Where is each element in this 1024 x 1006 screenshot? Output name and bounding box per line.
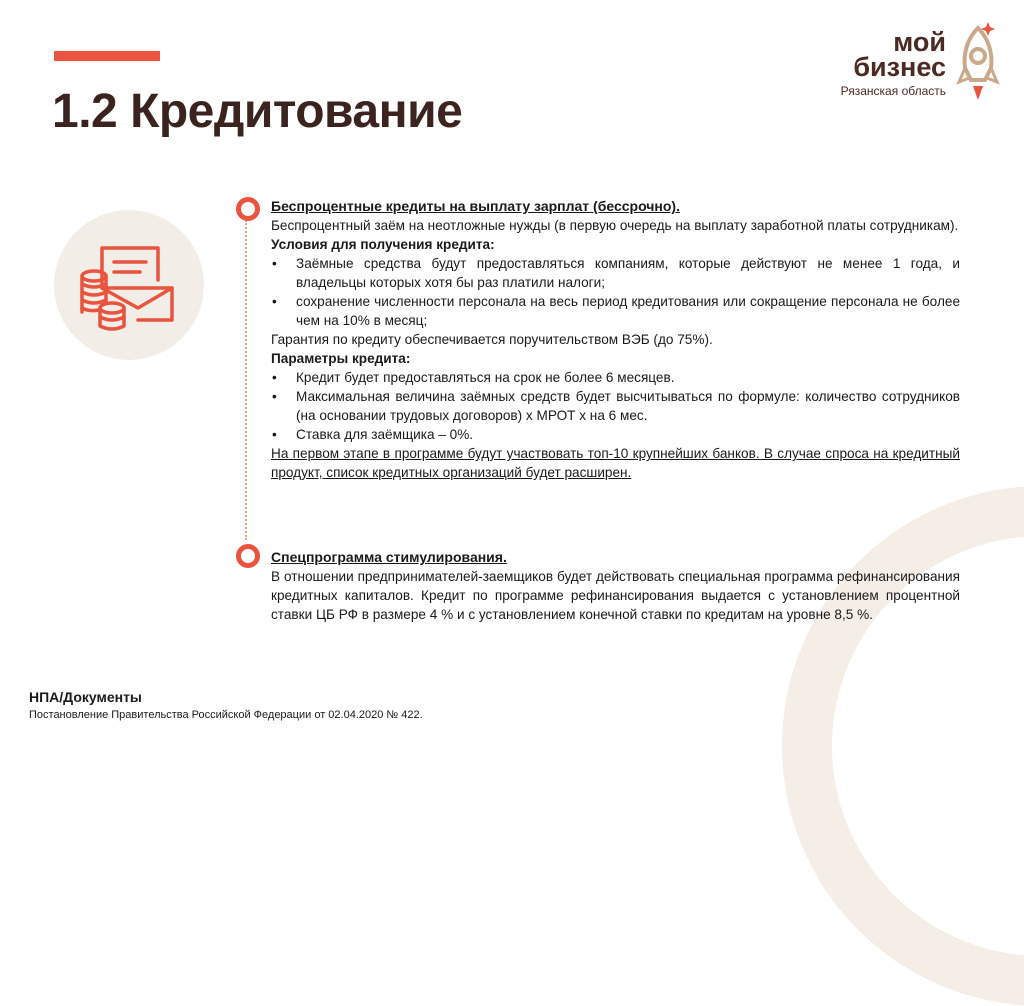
condition-item: • Заёмные средства будут предоставляться компаниям, которые действуют не менее 1 года, и владельцы которых хотя бы раз платили налоги; (271, 254, 960, 292)
condition-item: • сохранение численности персонала на весь период кредитования или сокращение персонала не более чем на 10% в месяц; (271, 292, 960, 330)
param-item: • Ставка для заёмщика – 0%. (271, 425, 960, 444)
section-credit (271, 197, 960, 482)
npa-document: Постановление Правительства Российской Федерации от 02.04.2020 № 422. (29, 709, 423, 721)
coins-envelope-icon-badge (54, 210, 204, 360)
accent-bar (54, 51, 160, 61)
section-marker-2 (236, 544, 260, 568)
npa-title: НПА/Документы (29, 689, 142, 705)
section1-intro: Беспроцентный заём на неотложные нужды (в первую очередь на выплату заработной платы сотрудникам). (271, 218, 959, 233)
conditions-title: Условия для получения кредита: (271, 237, 495, 252)
logo-region: Рязанская область (840, 84, 946, 98)
moy-biznes-logo (818, 20, 1018, 110)
param-item: • Кредит будет предоставляться на срок не более 6 месяцев. (271, 368, 960, 387)
logo-text (818, 27, 946, 100)
section-refinancing (271, 548, 960, 624)
params-title: Параметры кредита: (271, 351, 411, 366)
section-marker-1 (236, 197, 260, 221)
section1-title: Беспроцентные кредиты на выплату зарплат (бессрочно). (271, 198, 680, 214)
section2-title: Спецпрограмма стимулирования. (271, 549, 507, 565)
guarantee-text: Гарантия по кредиту обеспечивается поручительством ВЭБ (до 75%). (271, 332, 713, 347)
rocket-logo-icon (955, 20, 1001, 108)
banks-note: На первом этапе в программе будут участвовать топ-10 крупнейших банков. В случае спроса на кредитный продукт, список кредитных организаций будет расширен. (271, 446, 960, 480)
coins-envelope-icon (80, 240, 180, 335)
logo-line2: бизнес (853, 52, 946, 82)
timeline-line (245, 220, 247, 540)
section2-text: В отношении предпринимателей-заемщиков будет действовать специальная программа рефинансирования кредитных капиталов. Кредит по программе рефинансирования выдается с установлением процентной ставки ЦБ РФ в размере 4 % и с установлением конечной ставки по кредитам на уровне 8,5 %. (271, 569, 960, 622)
page-title: 1.2 Кредитование (52, 85, 463, 138)
logo-line1: мой (893, 27, 946, 57)
param-item: • Максимальная величина заёмных средств будет высчитываться по формуле: количество сотрудников (на основании трудовых договоров) х МРОТ х на 6 мес. (271, 387, 960, 425)
